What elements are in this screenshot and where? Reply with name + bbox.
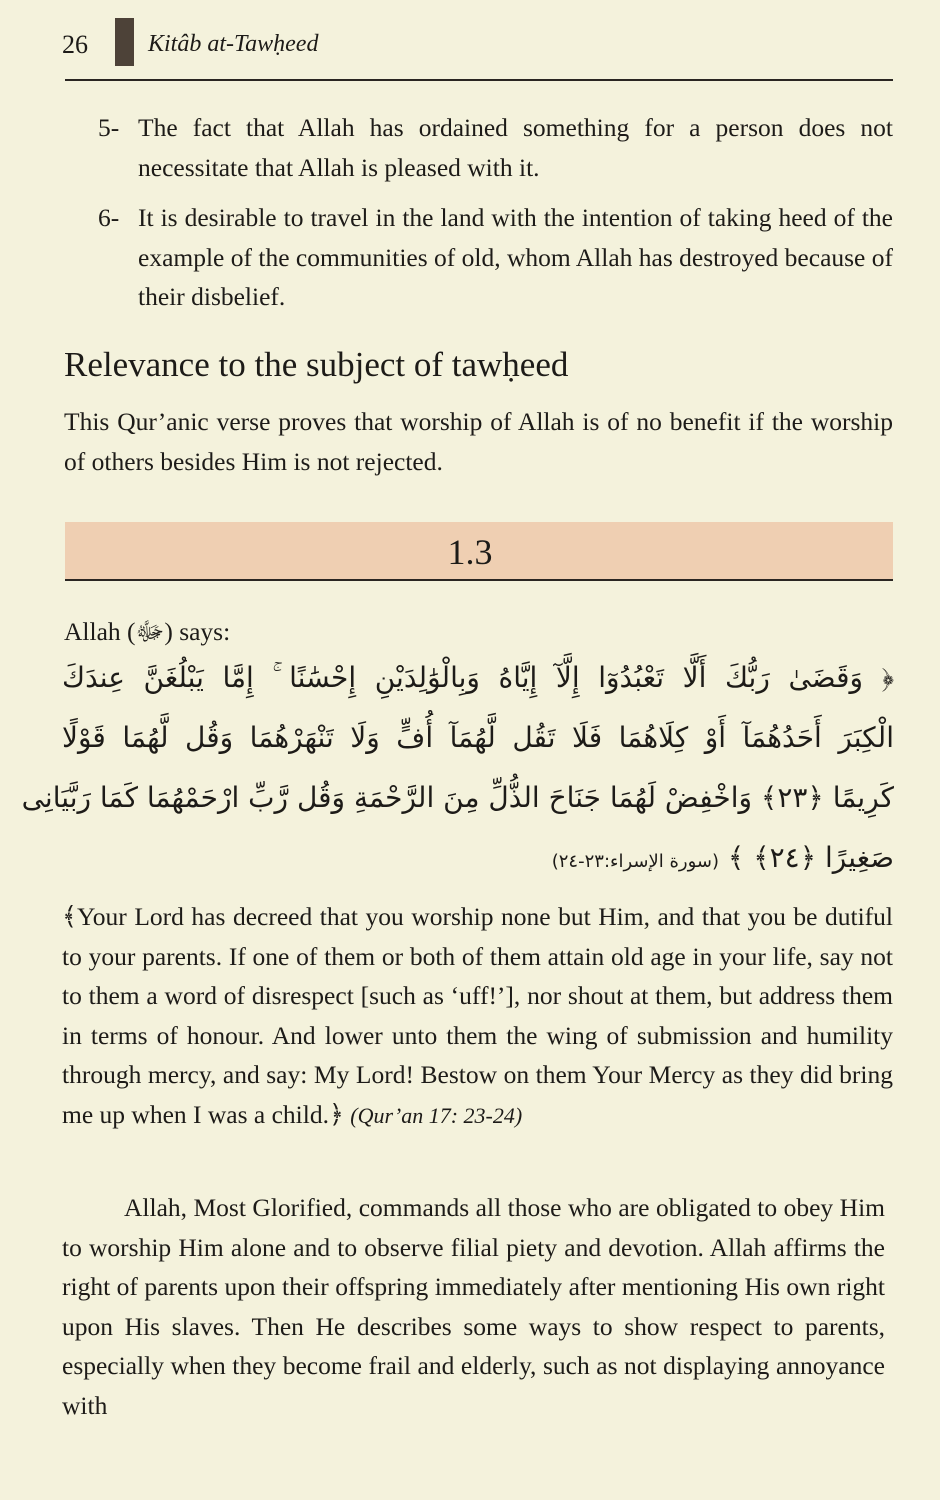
section-heading: Relevance to the subject of tawḥeed (64, 345, 569, 384)
arabic-line: ﴿ وَقَضَىٰ رَبُّكَ أَلَّا تَعْبُدُوٓا إِلَّآ إِيَّاهُ وَبِالْوَٰلِدَيْنِ إِحْسَٰنًا ۚ إِمَّا يَبْلُغَنَّ عِندَكَ (62, 661, 894, 694)
page-number: 26 (62, 30, 88, 59)
quran-citation: (Qur’an 17: 23-24) (350, 1102, 523, 1128)
header-rule (65, 79, 893, 81)
header-bar-ornament (115, 18, 134, 66)
list-item (98, 198, 893, 317)
section-number: 1.3 (447, 532, 493, 572)
arabic-line (62, 828, 894, 892)
surah-reference: (سورة الإسراء:٢٣-٢٤) (551, 851, 720, 872)
verse-intro: Allah (ﷻ) says: (64, 617, 231, 646)
arabic-line-text: صَغِيرًا ﴿٢٤﴾ ﴾ (727, 841, 894, 874)
arabic-line: كَرِيمًا ﴿٢٣﴾ وَاخْفِضْ لَهُمَا جَنَاحَ الذُّلِّ مِنَ الرَّحْمَةِ وَقُل رَّبِّ ارْحَمْهُمَا كَمَا رَبَّيَانِى (21, 781, 894, 814)
list-item (98, 108, 893, 187)
relevance-paragraph: This Qur’anic verse proves that worship of Allah is of no benefit if the worship of others besides Him is not rejected. (64, 407, 893, 476)
commentary-paragraph: Allah, Most Glorified, commands all those who are obligated to obey Him to worship Him alone and to observe filial piety and devotion. Allah affirms the right of parents upon their offspring immediately after mentioning His own right upon His slaves. Then He describes some ways to show respect to parents, especially when they become frail and elderly, such as not displaying annoyance with (62, 1193, 885, 1420)
translation-paragraph (62, 897, 893, 1135)
arabic-verse (21, 648, 894, 892)
list-text: It is desirable to travel in the land with the intention of taking heed of the example of the communities of old, whom Allah has destroyed because of their disbelief. (138, 203, 893, 311)
list-text: The fact that Allah has ordained something for a person does not necessitate that Allah is pleased with it. (138, 113, 893, 182)
translation-text: ﴾Your Lord has decreed that you worship none but Him, and that you be dutiful to your parents. If one of them or both of them attain old age in your life, say not to them a word of disrespect [such as ‘uff!’], nor shout at them, but address them in terms of honour. And lower unto them the wing of submission and humility through mercy, and say: My Lord! Bestow on them Your Mercy as they did bring me up when I was a child.﴿ (62, 902, 893, 1129)
arabic-line: الْكِبَرَ أَحَدُهُمَآ أَوْ كِلَاهُمَا فَلَا تَقُل لَّهُمَآ أُفٍّ وَلَا تَنْهَرْهُمَا وَقُل لَّهُمَا قَوْلًا (62, 721, 894, 754)
section-rule (65, 579, 893, 581)
running-title: Kitâb at-Tawḥeed (148, 31, 319, 57)
list-number: 6- (98, 203, 120, 232)
list-number: 5- (98, 113, 120, 142)
